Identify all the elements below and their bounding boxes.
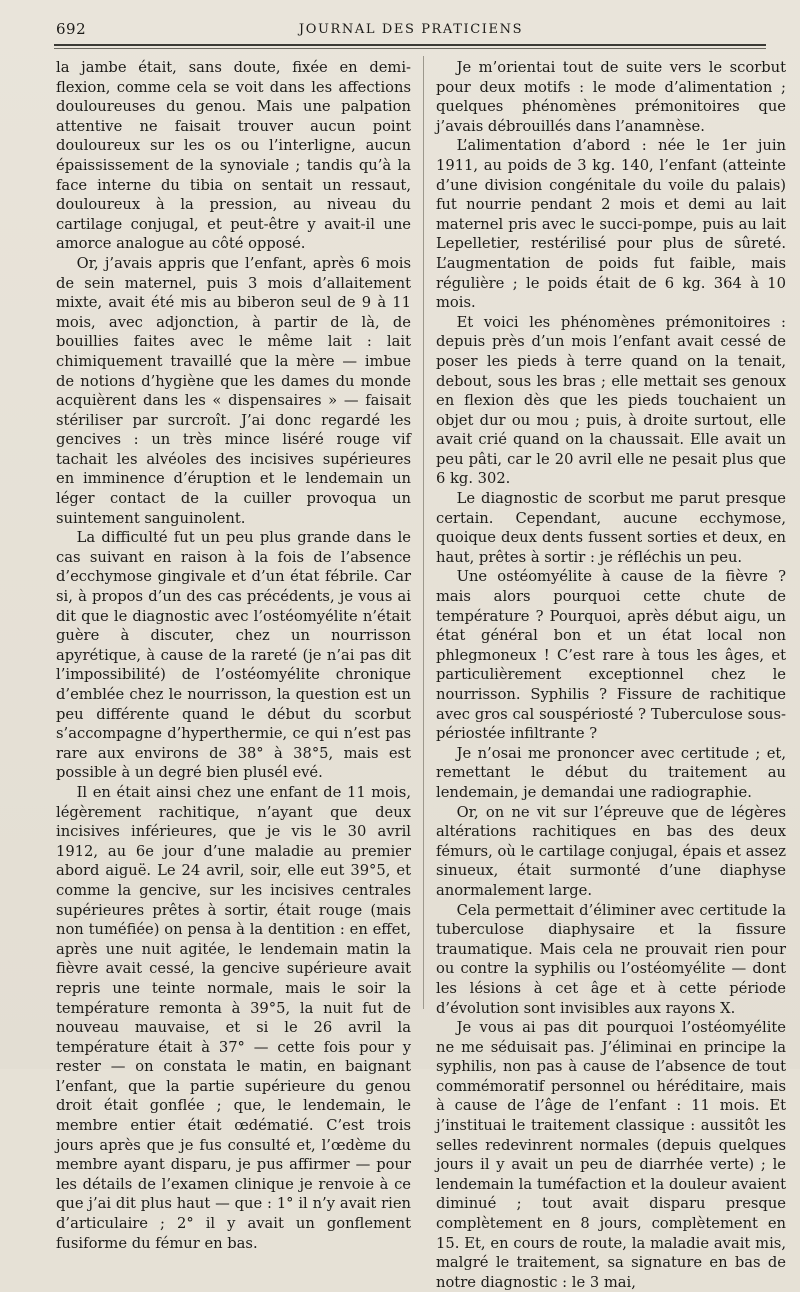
paragraph: Or, j’avais appris que l’enfant, après 6 mois de sein maternel, puis 3 mois d’allaitement mixte, avait été mis au biberon seul de 9 à 11 mois, avec adjonction, à partir de là, de bouillies faites avec le même lait : lait chimiquement travaillé que la mère — imbue de notions d’hygiène que les dames du monde acquièrent dans les « dispensaires » — faisait stériliser par surcroît. J’ai donc regardé les gencives : un très mince liséré rouge vif tachait les alvéoles des incisives supérieures en imminence d’éruption et le lendemain un léger contact de la cuiller provoqua un suintement sanguinolent. [56,254,411,527]
paragraph: L’alimentation d’abord : née le 1er juin 1911, au poids de 3 kg. 140, l’enfant (atteinte d’une division congénitale du voile du palais) fut nourrie pendant 2 mois et demi au lait maternel pris avec le succi-pompe, puis au lait Lepelletier, restérilisé pour plus de sûreté. L’augmentation de poids fut faible, mais régulière ; le poids était de 6 kg. 364 à 10 mois. [436,137,786,312]
paragraph: Je n’osai me prononcer avec certitude ; et, remettant le début du traitement au lendemain, je demandai une radiographie. [436,744,786,801]
paragraph: Il en était ainsi chez une enfant de 11 mois, légèrement rachitique, n’ayant que deux incisives inférieures, que je vis le 30 avril 1912, au 6e jour d’une maladie au premier abord aiguë. Le 24 avril, soir, elle eut 39°5, et comme la gencive, sur les incisives centrales supérieures prêtes à sortir, était rouge (mais non tuméfiée) on pensa à la dentition : en effet, après une nuit agitée, le lendemain matin la fièvre avait cessé, la gencive supérieure avait repris une teinte normale, mais le soir la température remonta à 39°5, la nuit fut de nouveau mauvaise, et si le 26 avril la température était à 37° — cette fois pour y rester — on constata le matin, en baignant l’enfant, que la partie supérieure du genou droit était gonflée ; que, le lendemain, le membre entier était œdématié. C’est trois jours après que je fus consulté et, l’œdème du membre ayant disparu, je pus affirmer — pour les détails de l’examen clinique je renvoie à ce que j’ai dit plus haut — que : 1° il n’y avait rien d’articulaire ; 2° il y avait un gonflement fusiforme du fémur en bas. [56,783,411,1252]
header-rule-thin [54,48,766,49]
journal-title: JOURNAL DES PRATICIENS [298,22,524,37]
paragraph: Je m’orientai tout de suite vers le scorbut pour deux motifs : le mode d’alimentation ; quelques phénomènes prémonitoires que j’avais débrouillés dans l’anamnèse. [436,59,786,135]
left-column [56,58,411,1253]
right-column [436,58,786,1292]
paragraph: Le diagnostic de scorbut me parut presque certain. Cependant, aucune ecchymose, quoique deux dents fussent sorties et deux, en haut, prêtes à sortir : je réfléchis un peu. [436,490,786,566]
paragraph: la jambe était, sans doute, fixée en demi-flexion, comme cela se voit dans les affections douloureuses du genou. Mais une palpation attentive ne faisait trouver aucun point douloureux sur les os ou l’interligne, aucun épaississement de la synoviale ; tandis qu’à la face interne du tibia on sentait un ressaut, douloureux à la pression, au niveau du cartilage conjugal, et peut-être y avait-il une amorce analogue au côté opposé. [56,59,411,253]
paragraph: Une ostéomyélite à cause de la fièvre ? mais alors pourquoi cette chute de température ? Pourquoi, après début aigu, un état général bon et un état local non phlegmoneux ! C’est rare à tous les âges, et particulièrement exceptionnel chez le nourrisson. Syphilis ? Fissure de rachitique avec gros cal souspériosté ? Tuberculose sous-périostée infiltrante ? [436,568,786,743]
page-number: 692 [56,20,87,38]
page-header [56,20,766,42]
paragraph: Cela permettait d’éliminer avec certitude la tuberculose diaphysaire et la fissure traumatique. Mais cela ne prouvait rien pour ou contre la syphilis ou l’ostéomyélite — dont les lésions à cet âge et à cette période d’évolution sont invisibles aux rayons X. [436,901,786,1017]
column-separator [423,56,424,1009]
paragraph: Or, on ne vit sur l’épreuve que de légères altérations rachitiques en bas des deux fémurs, où le cartilage conjugal, épais et assez sinueux, était surmonté d’une diaphyse anormalement large. [436,803,786,899]
header-rule [54,44,766,46]
paragraph: La difficulté fut un peu plus grande dans le cas suivant en raison à la fois de l’absence d’ecchymose gingivale et d’un état fébrile. Car si, à propos d’un des cas précédents, je vous ai dit que le diagnostic avec l’ostéomyélite n’était guère à discuter, chez un nourrisson apyrétique, à cause de la rareté (je n’ai pas dit l’impossibilité) de l’ostéomyélite chronique d’emblée chez le nourrisson, la question est un peu différente quand le début du scorbut s’accompagne d’hyperthermie, ce qui n’est pas rare aux environs de 38° à 38°5, mais est possible à un degré bien plusél evé. [56,529,411,782]
paragraph: Je vous ai pas dit pourquoi l’ostéomyélite ne me séduisait pas. J’éliminai en principe la syphilis, non pas à cause de l’absence de tout commémoratif personnel ou héréditaire, mais à cause de l’âge de l’enfant : 11 mois. Et j’instituai le traitement classique : aussitôt les selles redevinrent normales (depuis quelques jours il y avait un peu de diarrhée verte) ; le lendemain la tuméfaction et la douleur avaient diminué ; tout avait disparu presque complètement en 8 jours, complètement en 15. Et, en cours de route, la maladie avait mis, malgré le traitement, sa signature en bas de notre diagnostic : le 3 mai, [436,1019,786,1291]
paragraph: Et voici les phénomènes prémonitoires : depuis près d’un mois l’enfant avait cessé de poser les pieds à terre quand on la tenait, debout, sous les bras ; elle mettait ses genoux en flexion dès que les pieds touchaient un objet dur ou mou ; puis, à droite surtout, elle avait crié quand on la chaussait. Elle avait un peu pâti, car le 20 avril elle ne pesait plus que 6 kg. 302. [436,313,786,488]
